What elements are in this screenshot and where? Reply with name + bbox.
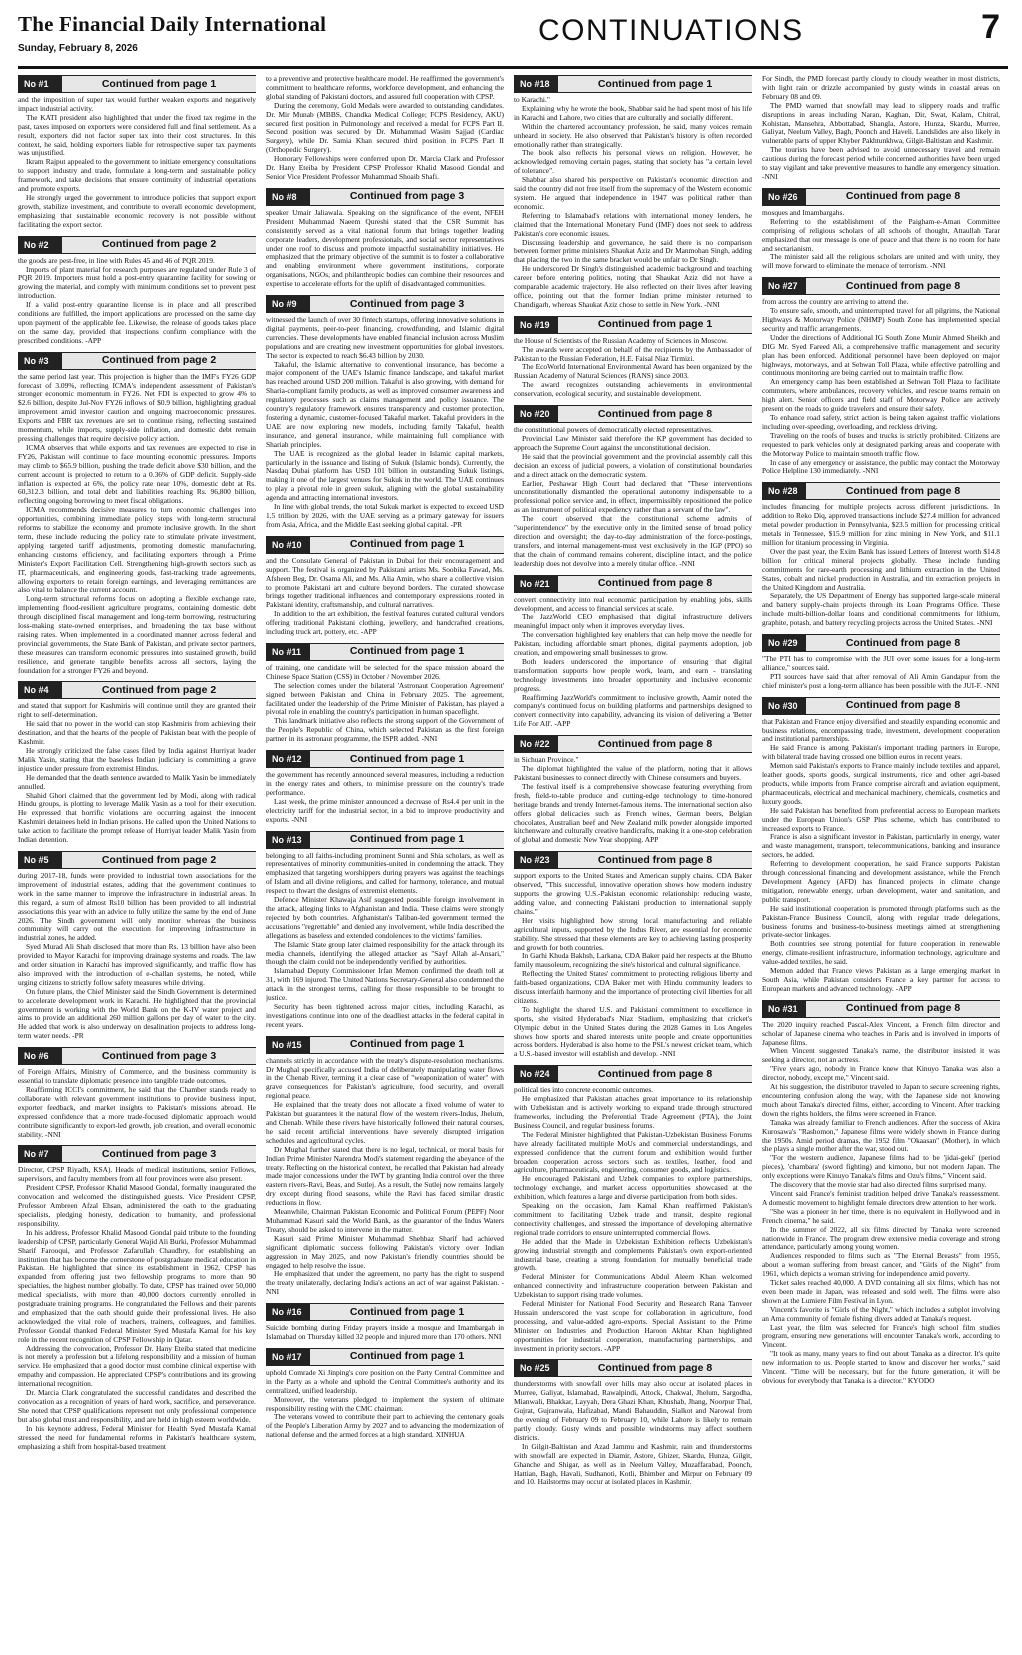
story-paragraph: Speaking on the occasion, Jam Kamal Khan reaffirmed Pakistan's commitment to facilitating Uzbek trade and transit, despite regional connectivity challenges, and stressed the importance of developing alternative regional trade corridors to ensure uninterrupted commercial flows.	[514, 1201, 752, 1237]
column-4	[762, 75, 1000, 1655]
story-number: No #24	[514, 1066, 558, 1082]
story-header	[18, 851, 256, 869]
story-paragraph: Within the chartered accountancy profession, he said, many voices remain unheard in society. He also observed that Pakistan's history is often recorded emotionally rather than strategically.	[514, 121, 752, 149]
continued-from-label: Continued from page 1	[349, 538, 465, 551]
story-paragraph: Her visits highlighted how strong local manufacturing and reliable agricultural inputs, supported by the Indus River, are essential for economic stability. She stressed that these elements are key to achieving lasting prosperity and growth for both countries.	[514, 915, 752, 952]
story-number: No #17	[266, 1349, 310, 1365]
story-number: No #4	[18, 682, 62, 698]
story-header	[266, 1303, 504, 1321]
story-paragraph: The book also reflects his personal views on religion. However, he acknowledged removing certain pages, stating that society has "a certain level of tolerance".	[514, 148, 752, 176]
story-header	[18, 1145, 256, 1163]
story-paragraph: He said Pakistan has benefited from preferential access to European markets under the European Union's GSP Plus scheme, which has contributed to increased exports to France.	[762, 805, 1000, 833]
story-paragraph: The diplomat highlighted the value of the platform, noting that it allows Pakistani businesses to connect directly with Chinese consumers and buyers.	[514, 764, 752, 782]
story-number: No #21	[514, 576, 558, 592]
continued-from-label: Continued from page 2	[101, 354, 217, 367]
story-paragraph: "It took as many, many years to find out about Tanaka as a director. It's quite new information to us. People started to know and discover her works," said Vincent. "Time will be necessary, but for the future generation, it will be obvious for everybody that Tanaka is a director." KYODO	[762, 1349, 1000, 1385]
story-paragraph: witnessed the launch of over 30 fintech startups, offering innovative solutions in digital payments, peer-to-peer financing, crowdfunding, and Islamic digital currencies. These developments have enabled financial inclusion across Muslim populations and are creating new investment opportunities for global investors. The sector is expected to reach $6.43 billion by 2030.	[266, 315, 504, 360]
story-number: No #12	[266, 751, 310, 767]
story-paragraph: Referring to development cooperation, he said France supports Pakistan through concessional financing and development assistance, while the French Development Agency (AFD) has financed projects in climate change mitigation, renewable energy, urban development, water and sanitation, and public transport.	[762, 859, 1000, 904]
story-paragraph: If a valid post-entry quarantine license is in place and all prescribed conditions are fulfilled, the import applications are processed on the same day upon payment of the applicable fee. Likewise, the release of goods takes place on the same day, provided that inspections confirm compliance with the prescribed conditions. -APP	[18, 300, 256, 345]
continued-from-label: Continued from page 8	[597, 1362, 713, 1375]
story-number: No #25	[514, 1360, 558, 1376]
paper-date: Sunday, February 8, 2026	[18, 43, 138, 54]
story-paragraph: Meanwhile, Chairman Pakistan Economic and Political Forum (PEPF) Noor Muhammad Kasuri said the World Bank, as the guarantor of the Indus Waters Treaty, should be asked to intervene in the matter.	[266, 1207, 504, 1234]
story-paragraph: Referring to Islamabad's relations with international money lenders, he claimed that the International Monetary Fund (IMF) does not seek to address Pakistan's core economic issues.	[514, 210, 752, 238]
story-header	[18, 75, 256, 93]
continued-from-label: Continued from page 8	[597, 407, 713, 420]
story-paragraph: Traveling on the roofs of buses and trucks is strictly prohibited. Citizens are requested to park vehicles only at designated parking areas and cooperate with the Motorway Police to maintain smooth traffic flow.	[762, 430, 1000, 458]
story-paragraph: and the Consulate General of Pakistan in Dubai for their encouragement and support. The festival is organized by Pakistani artists Ms. Soobika Fawad, Ms. Afsheen Beg, Dr. Osama Ali, and Ms. Alia Amin, who share a collective vision to promote Pakistani art and culture beyond borders. The curated showcase brings together traditional influences and contemporary expressions rooted in Pakistani identity, craftsmanship, and cultural narratives.	[266, 555, 504, 610]
continued-from-label: Continued from page 2	[101, 238, 217, 251]
story-paragraph: Addressing the convocation, Professor Dr. Hany Eteiba stated that medicine is not merely a profession but a lifelong responsibility and a mission of human service. He emphasized that a good doctor must combine clinical expertise with empathy and compassion. He appreciated CPSP's contributions and its growing international recognition.	[18, 1343, 256, 1389]
continued-from-label: Continued from page 2	[101, 684, 217, 697]
story-header	[18, 1047, 256, 1065]
story-number: No #6	[18, 1048, 62, 1064]
story-paragraph: Defence Minister Khawaja Asif suggested possible foreign involvement in the attack, alleging links to Afghanistan and India. These claims were strongly rejected by both countries. Afghanistan's Taliban-led government termed the accusations "regrettable" and denied any involvement, while India described the allegations as baseless and extended condolences to the victims' families.	[266, 895, 504, 940]
story-paragraph: Islamabad Deputy Commissioner Irfan Memon confirmed the death toll at 31, with 169 injured. The United Nations Secretary-General also condemned the attack in the strongest terms, calling for those responsible to be brought to justice.	[266, 966, 504, 1003]
story-paragraph: "Five years ago, nobody in France knew that Kinuyo Tanaka was also a director, nobody, except me," Vincent said.	[762, 1064, 1000, 1083]
story-header	[514, 316, 752, 334]
story-paragraph: convert connectivity into real economic participation by enabling jobs, skills development, and access to financial services at scale.	[514, 594, 752, 613]
story-paragraph: "She was a pioneer in her time, there is no equivalent in Hollywood and in French cinema," he said.	[762, 1206, 1000, 1225]
continued-from-label: Continued from page 3	[349, 297, 465, 310]
story-paragraph: He emphasized that under the agreement, no party has the right to suspend the treaty unilaterally, declaring India's actions an act of war against Pakistan. -NNI	[266, 1269, 504, 1297]
page-number: 7	[981, 8, 1000, 46]
story-number: No #23	[514, 852, 558, 868]
story-paragraph: Audiences responded to films such as "The Eternal Breasts" from 1955, about a woman suffering from breast cancer, and "Girls of the Night" from 1961, which depicts a woman striving for independence amid poverty.	[762, 1251, 1000, 1279]
story-header	[762, 277, 1000, 295]
story-paragraph: At his suggestion, the distributor traveled to Japan to secure screening rights, encountering confusion along the way, with the Japanese side not knowing much about Tanaka's directed films, either, according to Vincent. After tracking down the rights holders, the films were screened in France.	[762, 1082, 1000, 1118]
continued-from-label: Continued from page 8	[597, 853, 713, 866]
story-paragraph: The 2020 inquiry reached Pascal-Alex Vincent, a French film director and scholar of Japanese cinema who teaches in Paris and is involved in imports of Japanese films.	[762, 1019, 1000, 1047]
story-paragraph: Discussing leadership and governance, he said there is no comparison between former prime ministers Shaukat Aziz and Dr Manmohan Singh, adding that placing the two in the same bracket would be unfair to Dr Singh.	[514, 237, 752, 265]
story-paragraph: uphold Comrade Xi Jinping's core position on the Party Central Committee and in the Party as a whole and uphold the Central Committee's authority and its centralized, unified leadership.	[266, 1367, 504, 1395]
story-paragraph: An emergency camp has been established at Sehwan Toll Plaza to facilitate commuters, where ambulances, recovery vehicles, and rescue teams remain on high alert. Senior officers and field staff of Motorway Police are actively present on the roads to guide travelers and ensure their safety.	[762, 377, 1000, 414]
continued-from-label: Continued from page 1	[349, 1350, 465, 1363]
story-paragraph: "For the western audience, Japanese films had to be 'jidai-geki' (period pieces), 'chambara' (sword fighting) and kimono, but not modern Japan. The only exceptions were Kinuyo Tanaka's films and Ozu's films," Vincent said.	[762, 1153, 1000, 1181]
story-paragraph: He encouraged Pakistani and Uzbek companies to explore partnerships, technology exchange, and market access opportunities showcased at the exhibition, which features a large and diverse participation from both sides.	[514, 1174, 752, 1202]
story-paragraph: The awards were accepted on behalf of the recipients by the Ambassador of Pakistan to the Russian Federation, H.E. Faisal Niaz Tirmizi.	[514, 344, 752, 363]
story-paragraph: In his address, Professor Khalid Masood Gondal paid tribute to the founding leadership of CPSP, particularly General Wajid Ali Burki, Professor Muhammad Sharif Farooqui, and Professor Zafarullah Chaudhry, for establishing an institution that has become the cornerstone of postgraduate medical education in Pakistan. He highlighted that since its establishment in 1962, CPSP has expanded from offering just two fellowship programs to more than 90 specialties, the highest number globally. To date, CPSP has trained over 50,000 medical specialists, with more than 40,000 doctors currently enrolled in postgraduate training programs. He congratulated the Fellows and their parents and emphasized that the oath should guide their professional lives. He also acknowledged the vital role of teachers, trainers, colleagues, and families. Professor Gondal thanked Federal Minister Syed Mustafa Kamal for his key role in the recent recognition of CPSP Fellowship in Qatar.	[18, 1227, 256, 1344]
story-number: No #9	[266, 296, 310, 312]
story-paragraph: Memon added that France views Pakistan as a large emerging market in South Asia, while Pakistan considers France a key partner for access to European markets and advanced technology. -APP	[762, 966, 1000, 993]
story-paragraph: Reaffirming ICCI's commitment, he said that the Chamber stands ready to collaborate with relevant government institutions to provide business input, exporter feedback, and market insights to Pakistan's missions abroad. He expressed confidence that a more trade-focused diplomatic approach would contribute significantly to export-led growth, job creation, and overall economic stability. -NNI	[18, 1085, 256, 1139]
story-number: No #15	[266, 1037, 310, 1053]
story-number: No #18	[514, 76, 558, 92]
story-number: No #11	[266, 644, 310, 660]
story-header	[266, 1348, 504, 1366]
story-paragraph: to a preventive and protective healthcare model. He reaffirmed the government's commitment to healthcare reforms, workforce development, and enhancing the global standing of Pakistani doctors, and assured full cooperation with CPSP.	[266, 75, 504, 101]
story-paragraph: He said institutional cooperation is promoted through platforms such as the Pakistan-France Business Council, along with regular trade delegations, business forums and business-to-business meetings aimed at strengthening private-sector linkages.	[762, 903, 1000, 940]
story-paragraph: Reaffirming JazzWorld's commitment to inclusive growth, Aamir noted the company's continued focus on building platforms and partnerships designed to convert connectivity into capability, advancing its vision of delivering a 'Better Life For All'. -APP	[514, 692, 752, 729]
story-paragraph: Tanaka was already familiar to French audiences. After the success of Akira Kurosawa's "Rashomon," Japanese films were widely shown in France during the 1950s. Amid period dramas, the 1952 film "Okaasan" (Mother), in which she plays a single mother after the war, stood out.	[762, 1117, 1000, 1154]
story-paragraph: In case of any emergency or assistance, the public may contact the Motorway Police Helpline 130 immediately. -NNI	[762, 457, 1000, 476]
story-paragraph: The PMD warned that snowfall may lead to slippery roads and traffic disruptions in areas including Naran, Kaghan, Dir, Swat, Kalam, Chitral, Kohistan, Mansehra, Abbottabad, Shangla, Astore, Hunza, Skardu, Murree, Galiyat, Neelum Valley, Bagh, Poonch and Haveli. Landslides are also likely in vulnerable parts of upper Khyber Pakhtunkhwa, Gilgit-Baltistan and Kashmir.	[762, 100, 1000, 146]
story-paragraph: Reflecting the United States' commitment to protecting religious liberty and faith-based organizations, CDA Baker met with Hindu community leaders to discuss interfaith harmony and the importance of protecting civil liberties for all citizens.	[514, 969, 752, 1005]
column-3	[514, 75, 752, 1655]
story-paragraph: On future plans, the Chief Minister said the Sindh Government is determined to accelerate development work in Karachi. He highlighted that the provincial government is working with the World Bank on the K-IV water project and aims to provide an additional 260 million gallons per day of water to the city. He added that work is also underway on desalination projects to address long-term water needs. -PR	[18, 986, 256, 1041]
story-paragraph: Director, CPSP Riyadh, KSA). Heads of medical institutions, senior Fellows, supervisors, and faculty members from all four provinces were also present.	[18, 1165, 256, 1184]
story-paragraph: the goods are pest-free, in line with Rules 45 and 46 of PQR 2019.	[18, 255, 215, 265]
story-paragraph: France is also a significant investor in Pakistan, particularly in energy, water and waste management, transport, telecommunications, banking and insurance sectors, he added.	[762, 832, 1000, 860]
story-header	[762, 697, 1000, 715]
continued-from-label: Continued from page 8	[845, 190, 961, 203]
story-number: No #28	[762, 483, 806, 499]
story-paragraph: Moreover, the veterans pledged to implement the system of ultimate responsibility resting with the CMC chairman.	[266, 1394, 504, 1413]
story-paragraph: To enhance road safety, strict action is being taken against traffic violations including over-speeding, overloading, and reckless driving.	[762, 413, 1000, 431]
story-paragraph: the House of Scientists of the Russian Academy of Sciences in Moscow.	[514, 335, 728, 345]
continued-from-label: Continued from page 1	[349, 1038, 465, 1051]
story-paragraph: Security has been tightened across major cities, including Karachi, as investigations continue into one of the deadliest attacks in the federal capital in recent years.	[266, 1001, 504, 1029]
story-number: No #3	[18, 353, 62, 369]
story-number: No #13	[266, 832, 310, 848]
story-paragraph: Federal Minister for National Food Security and Research Rana Tanveer Hussain underscored the vast scope for collaboration in agriculture, food processing, and value-added agro-exports. Special Assistant to the Prime Minister on Industries and Production Haroon Akhtar Khan highlighted opportunities for industrial cooperation, manufacturing partnerships, and investment in priority sectors. -APP	[514, 1299, 752, 1353]
story-paragraph: of Foreign Affairs, Ministry of Commerce, and the business community is essential to translate diplomatic presence into tangible trade outcomes.	[18, 1067, 256, 1086]
story-number: No #31	[762, 1001, 806, 1017]
story-paragraph: He explained that the treaty does not allocate a fixed volume of water to Pakistan but guarantees it the natural flow of the western rivers-Indus, Jhelum, and Chenab. While these rivers have historically followed their natural courses, he said recent artificial interventions have severely disrupted irrigation schedules and agricultural cycles.	[266, 1100, 504, 1145]
story-paragraph: mosques and Imambargahs.	[762, 207, 845, 217]
story-paragraph: in Sichuan Province."	[514, 755, 579, 765]
story-header	[266, 750, 504, 768]
story-paragraph: When Vincent suggested Tanaka's name, the distributor insisted it was seeking a director, not an actress.	[762, 1046, 1000, 1065]
paper-name: The Financial Daily International	[18, 12, 327, 36]
story-paragraph: The EcoWorld International Environmental Award has been organized by the Russian Academy of Natural Sciences (RANS) since 2003.	[514, 362, 752, 381]
story-paragraph: The veterans vowed to contribute their part to achieving the centenary goals of the People's Liberation Army by 2027 and to advancing the modernization of national defense and the armed forces at a high standard. XINHUA	[266, 1412, 504, 1440]
story-number: No #16	[266, 1304, 310, 1320]
story-paragraph: and stated that support for Kashmiris will continue until they are granted their right to self-determination.	[18, 701, 256, 720]
story-paragraph: ICMA observes that while exports and tax revenues are expected to rise in FY26, Pakistan will continue to face mounting economic pressures. Imports may climb to $65.9 billion, pushing the trade deficit above $30 billion, and the current account is projected to return to a 0.36% of GDP deficit. Supply-side inflation is expected at 6%, the policy rate near 10%, domestic debt at Rs. 60,312.3 billion, and total debt and liabilities reaching Rs. 96,800 billion, reflecting ongoing borrowing to meet fiscal obligations.	[18, 442, 256, 506]
story-paragraph: During the ceremony, Gold Medals were awarded to outstanding candidates. Dr. Mir Munab (MBBS, Chandka Medical College; FCPS Residency, AKU) secured first position in Pulmonology and received a medal for FCPS Part II. Second position was secured by Dr. Muhammad Wasim Sajjad (Cardiac Surgery), while Dr. Samia Khan secured third position in FCPS Part II (Orthopedic Surgery).	[266, 100, 504, 155]
story-paragraph: during 2017-18, funds were provided to industrial town associations for the improvement of industrial estates, adding that the government continues to work in the same manner to improve the infrastructure in industrial areas. In this regard, a sum of almost Rs10 billion has been provided to all industrial associations this year with an advice to fully utilize the same by the end of June 2026. The Sindh government will only monitor whereas the business community will carry out the execution for improving infrastructure in industrial zones, he added.	[18, 870, 256, 943]
story-paragraph: The minister said all the religious scholars are united and with unity, they will move forward to eliminate the menace of terrorism. -NNI	[762, 252, 1000, 271]
story-paragraph: that Pakistan and France enjoy diversified and steadily expanding economic and business relations, encompassing trade, investment, development cooperation and institutional partnerships.	[762, 716, 1000, 744]
column-2	[266, 75, 504, 1655]
story-paragraph: and the imposition of super tax would further weaken exports and negatively impact industrial activity.	[18, 95, 256, 113]
story-paragraph: Over the past year, the Exim Bank has issued Letters of Interest worth $14.8 billion for critical mineral projects globally. These include funding commitments for rare-earth processing and lithium extraction in the United States, cobalt and nickel production in Australia, and tin extraction projects in the United Kingdom and Australia.	[762, 546, 1000, 592]
story-paragraph: In addition to the art exhibition, the festival features curated cultural vendors offering traditional Pakistani clothing, jewellery, and handcrafted creations, including truck art, pottery, etc. -APP	[266, 609, 504, 637]
continued-from-label: Continued from page 8	[845, 636, 961, 649]
story-paragraph: To highlight the shared U.S. and Pakistani commitment to excellence in sports, she visited Hyderabad's Niaz Stadium, emphasizing that cricket's Olympic debut in the United States during the 2028 Games in Los Angeles shows how sports and shared interests unite people and create opportunities across borders. Hyderabad is also home to the PSL's newest cricket team, which a U.S.-based investor will establish and develop. -NNI	[514, 1004, 752, 1059]
story-paragraph: The selection comes under the bilateral 'Astronaut Cooperation Agreement' signed between Pakistan and China in February 2025. The agreement, facilitated under the leadership of the Prime Minister of Pakistan, has played a pivotal role in enabling the country's participation in human spaceflight.	[266, 680, 504, 717]
story-paragraph: The Islamic State group later claimed responsibility for the attack through its media channels, identifying the alleged attacker as "Sayf Allah al-Ansari," though the claim could not be independently verified by authorities.	[266, 939, 504, 967]
story-number: No #29	[762, 635, 806, 651]
story-number: No #20	[514, 406, 558, 422]
story-paragraph: Kasuri said Prime Minister Muhammad Shehbaz Sharif had achieved significant diplomatic success following Pakistan's victory over Indian aggression in May 2025, and now Pakistan's friendly countries should be engaged to help resolve the issue.	[266, 1233, 504, 1270]
story-paragraph: Memon said Pakistan's exports to France mainly include textiles and apparel, leather goods, sports goods, surgical instruments, rice and other agri-based products, while imports from France comprise aircraft and aviation equipment, pharmaceuticals, electrical and mechanical machinery, chemicals, cosmetics and luxury goods.	[762, 761, 1000, 806]
story-paragraph: support exports to the United States and American supply chains. CDA Baker observed, "This successful, innovative operation shows how modern industry supports the growing U.S.-Pakistan economic relationship: reducing waste, adding value, and connecting Pakistani production to international supply chains."	[514, 871, 752, 916]
story-paragraph: Shabbar also shared his perspective on Pakistan's economic direction and said the country did not free itself from the supremacy of the Western economic system. He argued that independence in 1947 was political rather than economic.	[514, 175, 752, 211]
story-paragraph: President CPSP, Professor Khalid Masood Gondal, formally inaugurated the convocation and welcomed the distinguished guests. Vice President CPSP, Professor Ambreen Afzal Ehsan, administered the oath to the graduating specialists, pledging honesty, dedication to humanity, and professional responsibility.	[18, 1183, 256, 1228]
story-header	[266, 643, 504, 661]
story-paragraph: The festival itself is a comprehensive showcase featuring everything from fresh, field-to-table produce and cutting-edge technology to time-honored heritage brands and trendy Internet-famous items. The international section also offers global delicacies such as French wines, German beers, Belgian chocolates, Australian beef and New Zealand milk powder alongside imported kitchenware and culturally creative handicrafts, making it a one-stop celebration of global and domestic New Year shopping. APP	[514, 781, 752, 845]
story-paragraph: ICMA recommends decisive measures to turn economic challenges into opportunities, combining immediate policy steps with long-term structural reforms to stabilize the economy and promote inclusive growth. In the short term, these include reducing the policy rate to stimulate private investment, applying targeted tariff adjustments, promoting domestic manufacturing, enhancing customs efficiency, and facilitating exporters through a Prime Minister's Export Facilitation Cell. Strengthening high-growth sectors such as IT, pharmaceuticals, and engineering goods, fast-tracking trade agreements, allowing exporters to retain foreign earnings, and leveraging remittances are also vital to balance the current account.	[18, 505, 256, 595]
story-paragraph: political ties into concrete economic outcomes.	[514, 1085, 654, 1095]
story-paragraph: includes financing for multiple projects across different jurisdictions. In addition to Reko Diq, approved transactions include $27.4 million for advanced metal powder production in Pennsylvania, $23.5 million for processing critical metals in Tennessee, $15.9 million for zinc mining in New York, and $11.1 million for titanium processing in Virginia.	[762, 502, 1000, 547]
story-paragraph: Under the directions of Additional IG South Zone Munir Ahmed Sheikh and DIG Mr. Syed Fareed Ali, a comprehensive traffic management and security plan has been enforced. Additional personnel have been deployed on major highways, motorways, and at Sehwan Toll Plaza, while effective patrolling and continuous monitoring are being carried out to maintain traffic flow.	[762, 332, 1000, 378]
story-paragraph: Provincial Law Minister said therefore the KP government has decided to approach the Supreme Court against the unconstitutional decision.	[514, 434, 752, 452]
story-header	[514, 1359, 752, 1377]
story-paragraph: channels strictly in accordance with the treaty's dispute-resolution mechanisms. Dr Mughal specifically accused India of deliberately manipulating water flows in the Chenab River, terming it a clear case of "weaponization of water" with grave consequences for Pakistan's agriculture, food security, and overall regional peace.	[266, 1055, 504, 1101]
story-number: No #26	[762, 189, 806, 205]
story-paragraph: Separately, the US Department of Energy has supported large-scale mineral and battery supply-chain projects through its Loan Programs Office. These include multi-billion-dollar loans and conditional commitments for lithium, graphite, potash, and battery recycling projects across the United States. -NNI	[762, 591, 1000, 628]
masthead-left	[18, 12, 326, 54]
story-paragraph: Long-term structural reforms focus on adopting a flexible exchange rate, implementing flood-resilient agriculture programs, containing domestic debt through disciplined fiscal management and long-term borrowing, restructuring loss-making state-owned enterprises, and broadening the tax base without raising rates. When implemented in a coordinated manner across federal and provincial governments, the State Bank of Pakistan, and private sector partners, these measures can transform economic pressures into sustained growth, build resilience, and generate tangible benefits across all sectors, laying the foundation for a stronger FY26 and beyond.	[18, 594, 256, 675]
story-number: No #30	[762, 698, 806, 714]
continued-from-label: Continued from page 1	[101, 77, 217, 90]
story-header	[18, 352, 256, 370]
story-header	[266, 295, 504, 313]
story-paragraph: He emphasized that Pakistan attaches great importance to its relationship with Uzbekistan and is actively working to expand trade through structured frameworks, including the Preferential Trade Agreement (PTA), the Joint Business Council, and regular business forums.	[514, 1094, 752, 1130]
story-paragraph: to Karachi."	[514, 95, 550, 104]
masthead	[18, 8, 1008, 69]
continued-from-label: Continued from page 8	[845, 1002, 961, 1015]
story-number: No #7	[18, 1146, 62, 1162]
story-paragraph: Honorary Fellowships were conferred upon Dr. Marcia Clark and Professor Dr. Hany Eteiba by President CPSP Professor Khalid Masood Gondal and Senior Vice President Professor Muhammad Shoaib Shafi.	[266, 154, 504, 181]
story-paragraph: of training, one candidate will be selected for the space mission aboard the Chinese Space Station (CSS) in October / November 2026.	[266, 662, 504, 681]
story-paragraph: thunderstorms with snowfall over hills may also occur at isolated places in Murree, Galiyat, Islamabad, Rawalpindi, Attock, Chakwal, Jhelum, Sargodha, Mianwali, Bhakkar, Layyah, Dera Ghazi Khan, Khushab, Jhang, Noorpur Thal, Gujrat, Gujranwala, Hafizabad, Mandi Bahauddin, Sialkot and Narowal from the evening of February 09 to February 10, while Lahore is likely to remain partly cloudy. Gusty winds and possible windstorms may affect southern districts.	[514, 1379, 752, 1442]
story-paragraph: Ikram Rajput appealed to the government to initiate emergency consultations to support industry and trade, formulate a long-term and sustainable policy framework, and take decisions that ensure continuity of industrial operations and promote exports.	[18, 157, 256, 194]
story-paragraph: the same period last year. This projection is higher than the IMF's FY26 GDP forecast of 3.09%, reflecting ICMA's independent assessment of Pakistan's stronger economic momentum in FY26. Net FDI is expected to grow 4% to $2.6 billion, despite Jul-Nov FY26 inflows of $0.9 billion, highlighting gradual improvement amid investor caution and ongoing macroeconomic pressures. Exports and FBR tax revenues are set to continue rising, reflecting sustained momentum, while imports, supply-side inflation, and domestic debt remain pressing challenges that require decisive policy action.	[18, 371, 256, 443]
story-paragraph: The award recognizes outstanding achievements in environmental conservation, ecological security, and sustainable development.	[514, 380, 752, 399]
story-paragraph: Vincent's favorite is "Girls of the Night," which includes a subplot involving an Ama community of female fishing divers added at Tanaka's request.	[762, 1304, 1000, 1323]
story-paragraph: In line with global trends, the total Sukuk market is expected to exceed USD 1.5 trillion by 2026, with the UAE serving as a primary gateway for issuers from Asia, Africa, and the Middle East seeking global capital. -PR	[266, 502, 504, 529]
story-header	[18, 236, 256, 254]
story-paragraph: He added that the Made in Uzbekistan Exhibition reflects Uzbekistan's growing industrial strength and complements Pakistan's own export-oriented industrial base, creating a strong foundation for mutually beneficial trade growth.	[514, 1236, 752, 1273]
story-paragraph: Both leaders underscored the importance of ensuring that digital transformation supports how people work, learn, and earn - translating technology investments into broader opportunity and inclusive economic progress.	[514, 656, 752, 693]
continued-from-label: Continued from page 8	[597, 1067, 713, 1080]
story-number: No #5	[18, 852, 62, 868]
continued-from-label: Continued from page 3	[101, 1049, 217, 1062]
story-paragraph: Ticket sales reached 40,000. A DVD containing all six films, which has not even been made in Japan, was released and sold well. The films were also shown at the Lumiere Film Festival in Lyon.	[762, 1278, 1000, 1305]
story-number: No #27	[762, 278, 806, 294]
story-paragraph: He said that the provincial government and the provincial assembly call this decision an excess of judicial powers, a violation of constitutional boundaries and a direct attack on the democratic system.	[514, 451, 752, 479]
story-paragraph: Imports of plant material for research purposes are regulated under Rule 3 of PQR 2019. Importers must hold a post-entry quarantine facility for sowing or growing the material, and comply with minimum conditions set to prevent pest introduction.	[18, 264, 256, 301]
story-header	[762, 188, 1000, 206]
continued-from-label: Continued from page 8	[597, 577, 713, 590]
continued-from-label: Continued from page 8	[597, 737, 713, 750]
continued-from-label: Continued from page 8	[845, 279, 961, 292]
story-header	[762, 1000, 1000, 1018]
continued-from-label: Continued from page 1	[349, 752, 465, 765]
story-header	[514, 405, 752, 423]
story-paragraph: Suicide bombing during Friday prayers inside a mosque and Imambargah in Islamabad on Thursday killed 32 people and injured more than 170 others. NNI	[266, 1323, 504, 1342]
story-paragraph: The KATI president also highlighted that under the fixed tax regime in the past, taxes imposed on exporters were considered full and final settlement. As a result, exporters did not factor super tax into their cost structures. In this context, he said, holding exporters liable for retrospective super tax payments was unjustified.	[18, 112, 256, 158]
story-paragraph: The court observed that the constitutional scheme admits of "superintendence" by the executive only in the limited sense of broad policy direction and oversight; the day-to-day administration of the force-postings, transfers, and internal management-must vest exclusively in the IGP (PPO) so that the chain of command remains coherent, discipline intact, and the police leadership does not devolve into a merely titular office. -NNI	[514, 514, 752, 568]
story-number: No #8	[266, 189, 310, 205]
story-paragraph: In Gilgit-Baltistan and Azad Jammu and Kashmir, rain and thunderstorms with snowfall are expected in Diamir, Astore, Ghizer, Skardu, Hunza, Gilgit, Ghanche and Shigar, as well as in Neelum Valley, Muzaffarabad, Poonch, Hattian, Bagh, Havali, Sudhanoti, Kotli, Bhimber and Mirpur on February 09 and 10. Hailstorms may occur at isolated places in Kashmir.	[514, 1441, 752, 1487]
story-header	[514, 75, 752, 93]
continued-from-label: Continued from page 8	[845, 699, 961, 712]
story-paragraph: speaker Umair Jaliawala. Speaking on the significance of the event, NFEH President Muhammad Naeem Qureshi stated that the CSR Summit has consistently served as a vital national forum that brings together leading corporate leaders, development professionals, and social sector representatives under one roof to discuss and promote impactful sustainability initiatives. He emphasized that the primary objective of the summit is to foster a collaborative and enabling environment where government institutions, corporate organisations, NGOs, and philanthropic bodies can combine their resources and expertise to accelerate efforts for the uplift of disadvantaged communities.	[266, 207, 504, 289]
story-paragraph: He said France is among Pakistan's important trading partners in Europe, with bilateral trade having crossed one billion euros in recent years.	[762, 743, 1000, 762]
story-header	[762, 482, 1000, 500]
story-header	[514, 575, 752, 593]
story-paragraph: Earlier, Peshawar High Court had declared that "These interventions unconstitutionally dismantled the operational autonomy indispensable to a professional police service and, in effect, impermissibly repositioned the police as an instrument of political expediency rather than a servant of the law".	[514, 478, 752, 515]
story-paragraph: Takaful, the Islamic alternative to conventional insurance, has become a major component of the UAE's Islamic finance landscape, and takaful market has reached around USD 200 million. Takaful is also growing, with demand for Sharia-compliant family products, as well as improved consumer awareness and regulatory processes such as claims management and policy issuance. The country's regulatory framework ensures transparency and customer protection, fostering a dynamic, customer-focused Takaful market. Takaful providers in the UAE are now exploring new models, including family Takaful, health insurance, and general insurance, while maintaining full compliance with Shariah principles.	[266, 359, 504, 449]
story-paragraph: Both countries see strong potential for future cooperation in renewable energy, climate-resilient infrastructure, information technology, agriculture and value-added textiles, he said.	[762, 939, 1000, 967]
continued-from-label: Continued from page 3	[349, 190, 465, 203]
story-number: No #1	[18, 76, 62, 92]
story-header	[762, 634, 1000, 652]
story-paragraph: Syed Murad Ali Shah disclosed that more than Rs. 13 billion have also been provided to Mayor Karachi for improving drainage systems and roads. The law and order situation in Karachi has improved significantly, and traffic flow has also improved with the introduction of e-challan systems, he noted, while urging citizens to strictly follow safety measures while driving.	[18, 942, 256, 987]
story-header	[514, 735, 752, 753]
story-number: No #22	[514, 736, 558, 752]
story-paragraph: In Garhi Khuda Bakhsh, Larkana, CDA Baker paid her respects at the Bhutto family mausoleum, recognizing the site's historical and cultural significance.	[514, 951, 752, 970]
story-paragraph: The UAE is recognized as the global leader in Islamic capital markets, particularly in the issuance and listing of Sukuk (Islamic bonds). Currently, the Nasdaq Dubai platform has USD 101 billion in outstanding Sukuk listings, making it one of the largest venues for Sukuk in the world. The UAE continues to play a pivotal role in green sukuk, aligning with the global sustainability agenda and attracting international investors.	[266, 448, 504, 503]
story-paragraph: from across the country are arriving to attend the.	[762, 297, 909, 307]
story-paragraph: In the summer of 2022, all six films directed by Tanaka were screened nationwide in France. The program drew extensive media coverage and strong attendance, particularly among young women.	[762, 1224, 1000, 1252]
story-paragraph: the constitutional powers of democratically elected representatives.	[514, 425, 713, 435]
story-paragraph: The JazzWorld CEO emphasised that digital infrastructure delivers meaningful impact only when it improves everyday lives.	[514, 612, 752, 631]
story-header	[266, 1036, 504, 1054]
story-paragraph: In his keynote address, Federal Minister for Health Syed Mustafa Kamal stressed the need for fundamental reforms in Pakistan's healthcare system, emphasizing a shift from hospital-based treatment	[18, 1423, 256, 1451]
continued-from-label: Continued from page 1	[349, 645, 465, 658]
story-number: No #2	[18, 237, 62, 253]
story-header	[266, 831, 504, 849]
story-paragraph: Vincent said France's feminist tradition helped drive Tanaka's reassessment. A domestic movement to highlight female directors drew attention to her work.	[762, 1188, 1000, 1207]
story-paragraph: The discovery that the movie star had also directed films surprised many.	[770, 1180, 987, 1190]
story-paragraph: He said that no power in the world can stop Kashmiris from achieving their destination, and that the hearts of the people of Pakistan beat with the people of Kashmir.	[18, 719, 256, 747]
story-header	[514, 851, 752, 869]
story-paragraph: For Sindh, the PMD forecast partly cloudy to cloudy weather in most districts, with light rain or drizzle accompanied by gusty winds in coastal areas on February 08 and 09.	[762, 75, 1000, 101]
story-paragraph: Referring to the establishment of the Paigham-e-Aman Committee comprising of religious scholars of all schools of thought, Attaullah Tarar emphasized that our message is one of peace and that there is no room for hate and sectarianism.	[762, 216, 1000, 253]
column-1	[18, 75, 256, 1655]
story-header	[514, 1065, 752, 1083]
columns	[18, 75, 1008, 1655]
story-paragraph: Shahid Ghori claimed that the government led by Modi, along with radical Hindu groups, is plotting to leverage Malik Yasin as a tool for their execution. He expressed that horrific violations are occurring against the innocent Kashmiri detainees held in Indian prisons. He called upon the United Nations to take action to facilitate the prompt release of Hurriyat leader Malik Yasin from Indian detention.	[18, 790, 256, 845]
story-header	[266, 188, 504, 206]
story-paragraph: The tourists have been advised to avoid unnecessary travel and remain cautious during the forecast period while concerned authorities have been urged to stay vigilant and take preventive measures to handle any emergency situation. -NNI	[762, 145, 1000, 181]
story-paragraph: "The PTI has to compromise with the JUI over some issues for a long-term alliance," sources said.	[762, 654, 1000, 672]
story-header	[266, 536, 504, 554]
story-number: No #10	[266, 537, 310, 553]
story-paragraph: He strongly urged the government to introduce policies that support export growth, stabilize investment, and contribute to overall economic development, emphasizing that sustainable economic recovery is not possible without facilitating the export sector.	[18, 192, 256, 229]
continued-from-label: Continued from page 3	[101, 1147, 217, 1160]
story-paragraph: Last year, the film was selected for France's high school film studies program, ensuring new generations will encounter Tanaka's work, according to Vincent.	[762, 1322, 1000, 1350]
story-paragraph: Federal Minister for Communications Abdul Aleem Khan welcomed enhanced connectivity and infrastructure cooperation between Pakistan and Uzbekistan to support rising trade volumes.	[514, 1272, 752, 1300]
story-number: No #19	[514, 317, 558, 333]
story-paragraph: PTI sources have said that after removal of Ali Amin Gandapur from the chief minister's post a long-term alliance has been possible with the JUI-F. -NNI	[762, 671, 1000, 690]
continued-from-label: Continued from page 1	[349, 833, 465, 846]
continued-from-label: Continued from page 8	[845, 484, 961, 497]
story-paragraph: belonging to all faiths-including prominent Sunni and Shia scholars, as well as representatives of minority communities-united in condemning the attack. They emphasized that targeting worshippers during prayers was against the teachings of Islam and all divine religions, and called for harmony, tolerance, and mutual respect to thwart the designs of extremist elements.	[266, 850, 504, 896]
section-title: CONTINUATIONS	[538, 14, 804, 47]
continued-from-label: Continued from page 2	[101, 853, 217, 866]
story-paragraph: Dr. Marcia Clark congratulated the successful candidates and described the convocation as a recognition of years of hard work, sacrifice, and perseverance. She noted that CPSP qualifications represent not only professional competence but also global trust and responsibility, and are held in high esteem worldwide.	[18, 1388, 256, 1424]
story-paragraph: To ensure safe, smooth, and uninterrupted travel for all pilgrims, the National Highways & Motorway Police (NHMP) South Zone has implemented special security and traffic arrangements.	[762, 306, 1000, 333]
continued-from-label: Continued from page 1	[597, 77, 713, 90]
story-paragraph: the government has recently announced several measures, including a reduction in the energy rates and others, to minimise pressure on the country's trade performance.	[266, 770, 504, 797]
story-paragraph: The conversation highlighted key enablers that can help move the needle for Pakistan, including affordable smart phones, digital payments adoption, job creation, and empowering small businesses to grow.	[514, 630, 752, 658]
story-paragraph: Last week, the prime minister announced a decrease of Rs4.4 per unit in the electricity tariff for the industrial sector, in a bid to improve productivity and exports. -NNI	[266, 796, 504, 824]
story-paragraph: The Federal Minister highlighted that Pakistan-Uzbekistan Business Forums have already facilitated multiple MoUs and commercial understandings, and expressed confidence that the current forum and exhibition would further broaden cooperation across sectors such as textiles, leather, food and agriculture, pharmaceuticals, engineering, consumer goods, and logistics.	[514, 1129, 752, 1175]
story-paragraph: He strongly criticized the false cases filed by India against Hurriyat leader Malik Yasin, stating that the baseless Indian judiciary is committing a grave injustice under pressure from extremist Hindus.	[18, 746, 256, 773]
story-header	[18, 681, 256, 699]
story-paragraph: Explaining why he wrote the book, Shabbar said he had spent most of his life in Karachi and Lahore, two cities that are culturally and socially different.	[514, 103, 752, 122]
story-paragraph: This landmark initiative also reflects the strong support of the Government of the People's Republic of China, which selected Pakistan as the first foreign partner in its astronaut programme, the ISPR added. -NNI	[266, 716, 504, 744]
story-paragraph: He demanded that the death sentence awarded to Malik Yasin be immediately annulled.	[18, 772, 256, 791]
story-paragraph: He underscored Dr Singh's distinguished academic background and teaching career before entering politics, noting that Shaukat Aziz did not have a comparable academic trajectory. He also reflected on their lives after leaving office, pointing out that the former Indian prime minister returned to Chandigarh, whereas Shaukat Aziz chose to settle in New York. -NNI	[514, 264, 752, 309]
continued-from-label: Continued from page 1	[349, 1305, 465, 1318]
continued-from-label: Continued from page 1	[597, 318, 713, 331]
story-paragraph: Dr Mughal further stated that there is no legal, technical, or moral basis for Indian Prime Minister Narendra Modi's statement regarding the abeyance of the treaty. Reflecting on the historical context, he recalled that Pakistan had already made major concessions under the IWT by granting India control over the three eastern rivers-Ravi, Beas, and Sutlej. As a result, the Sutlej now remains largely dry except during flood seasons, while the Ravi has faced similar drastic reductions in flow.	[266, 1144, 504, 1208]
